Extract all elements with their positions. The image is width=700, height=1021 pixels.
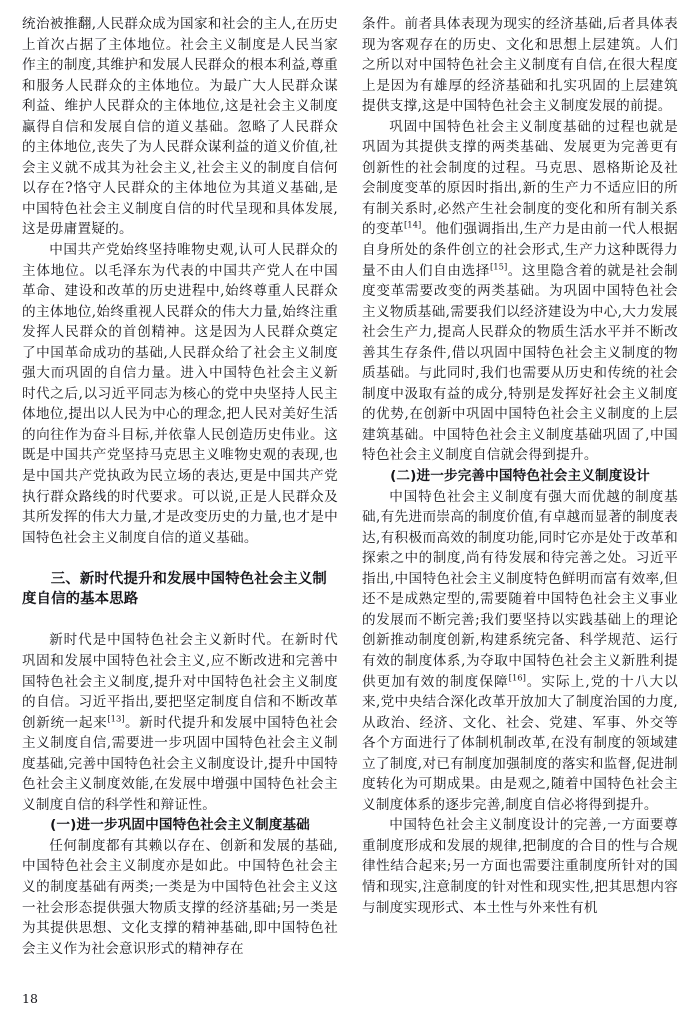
paragraph-design-improvement: 中国特色社会主义制度设计的完善,一方面要尊重制度形成和发展的规律,把制度的合目的性与合规律性结合起来;另一方面也需要注重制度所针对的国情和现实,注意制度的针对性和现实性,把其思想内容与制度实现形式、本土性与外来性有机 — [362, 817, 678, 916]
paragraph-continued-top-left: 统治被推翻,人民群众成为国家和社会的主人,在历史上首次占据了主体地位。社会主义制度是人民当家作主的制度,其维护和发展人民群众的根本利益,尊重和服务人民群众的主体地位。为最广大人民群众谋利益、维护人民群众的主体地位,这是社会主义制度赢得自信和发展自信的道义基础。忽略了人民群众的主体地位,丧失了为人民群众谋利益的道义价值,社会主义就不成其为社会主义,社会主义的制度自信何以存在?恪守人民群众的主体地位为其道义基础,是中国特色社会主义制度自信的时代呈现和具体发展,这是毋庸置疑的。 — [22, 16, 338, 238]
paragraph-text-run-0: 巩固中国特色社会主义制度基础的过程也就是巩固为其提供支撑的两类基础、发展更为完善更有创新性的社会制度的过程。马克思、恩格斯论及社会制度变革的原因时指出,新的生产力不适应旧的所有制关系时,必然产生社会制度的变化和所有制关系的变革 — [362, 118, 678, 238]
paragraph-materialist-view: 中国共产党始终坚持唯物史观,认可人民群众的主体地位。以毛泽东为代表的中国共产党人在中国革命、建设和改革的历史进程中,始终尊重人民群众的主体地位,始终重视人民群众的伟大力量,始终注重发挥人民群众的首创精神。这是因为人民群众奠定了中国革命成功的基础,人民群众给了社会主义制度强大而巩固的自信力量。进入中国特色社会主义新时代之后,以习近平同志为核心的党中央坚持人民主体地位,提出以人民为中心的理念,把人民对美好生活的向往作为奋斗目标,并依靠人民创造历史伟业。这既是中国共产党坚持马克思主义唯物史观的表现,也是中国共产党执政为民立场的表达,更是中国共产党执行群众路线的时代要求。可以说,正是人民群众及其所发挥的伟大力量,才是改变历史的力量,也才是中国特色社会主义制度自信的道义基础。 — [22, 242, 338, 546]
paragraph-new-era-overview — [22, 630, 338, 815]
paragraph-institutional-foundation: 任何制度都有其赖以存在、创新和发展的基础,中国特色社会主义制度亦是如此。中国特色社会主义的制度基础有两类;一类是为中国特色社会主义这一社会形态提供强大物质支撑的经济基础;另一类是为其提供思想、文化支撑的精神基础,即中国特色社会主义作为社会意识形式的精神存在 — [22, 837, 338, 957]
paragraph-text-after-citation: 。新时代提升和发展中国特色社会主义制度自信,需要进一步巩固中国特色社会主义制度基础,完善中国特色社会主义制度设计,提升中国特色社会主义制度效能,在发展中增强中国特色社会主义制度自信的科学性和辩证性。 — [22, 714, 338, 813]
paragraph-text-before-citation: 新时代是中国特色社会主义新时代。在新时代巩固和发展中国特色社会主义,应不断改进和完善中国特色社会主义制度,提升对中国特色社会主义制度的自信。习近平指出,要把坚定制度自信和不断改革创新统一起来 — [22, 632, 338, 731]
heading-spacer-below — [22, 610, 338, 631]
paragraph-text-run-4: 。这里隐含着的就是社会制度变革需要改变的两类基础。为巩固中国特色社会主义物质基础,需要我们以经济建设为中心,大力发展社会生产力,提高人民群众的物质生活水平并不断改善其生存条件,借以巩固中国特色社会主义制度的物质基础。与此同时,我们也需要从历史和传统的社会制度中汲取有益的成分,特别是发挥好社会主义制度的优势,在创新中巩固中国特色社会主义制度的上层建筑基础。中国特色社会主义制度基础巩固了,中国特色社会主义制度自信就会得到提升。 — [362, 262, 678, 464]
sub-heading-one: (一)进一步巩固中国特色社会主义制度基础 — [50, 817, 310, 834]
page-number: 18 — [22, 991, 38, 1006]
section-heading-three: 三、新时代提升和发展中国特色社会主义制度自信的基本思路 — [22, 570, 327, 608]
sub-heading-two: (二)进一步完善中国特色社会主义制度设计 — [390, 468, 650, 485]
citation-ref-13: [13] — [107, 713, 125, 724]
citation-ref-16: [16] — [508, 671, 526, 682]
right-column — [362, 14, 678, 980]
two-column-text-body — [22, 14, 678, 980]
citation-ref-15: [15] — [490, 261, 508, 272]
paragraph-text-run-0: 中国特色社会主义制度有强大而优越的制度基础,有先进而崇高的制度价值,有卓越而显著的制度表达,有积极而高效的制度功能,同时它亦是处于改革和探索之中的制度,尚有待发展和待完善之处。习近平指出,中国特色社会主义制度特色鲜明而富有效率,但还不是成熟定型的,需要随着中国特色社会主义事业的发展而不断完善;我们要坚持以实践基础上的理论创新推动制度创新,构建系统完备、科学规范、运行有效的制度体系,为夺取中国特色社会主义新胜利提供更加有效的制度保障 — [362, 488, 678, 690]
paragraph-institutional-design — [362, 487, 678, 816]
paragraph-marx-engels-reform — [362, 117, 678, 466]
paragraph-text-run-2: 。他们强调指出,生产力是由前一代人根据自身所处的条件创立的社会形式,生产力这种既得力量不由人们自由选择 — [362, 221, 678, 279]
paragraph-continued-top-right: 条件。前者具体表现为现实的经济基础,后者具体表现为客观存在的历史、文化和思想上层建筑。人们之所以对中国特色社会主义制度有自信,在很大程度上是因为有雄厚的经济基础和扎实巩固的上层建筑提供支撑,这是中国特色社会主义制度发展的前提。 — [362, 16, 678, 115]
citation-ref-14: [14] — [404, 219, 422, 230]
heading-spacer-above — [22, 548, 338, 569]
paragraph-text-run-2: 。实际上,党的十八大以来,党中央结合深化改革开放加大了制度治国的力度,从政治、经济、文化、社会、党建、军事、外交等各个方面进行了体制机制改革,在没有制度的领域建立了制度,对已有制度加强制度的落实和监督,促进制度转化为可期成果。由是观之,随着中国特色社会主义制度体系的逐步完善,制度自信必将得到提升。 — [362, 673, 678, 813]
left-column — [22, 14, 338, 980]
